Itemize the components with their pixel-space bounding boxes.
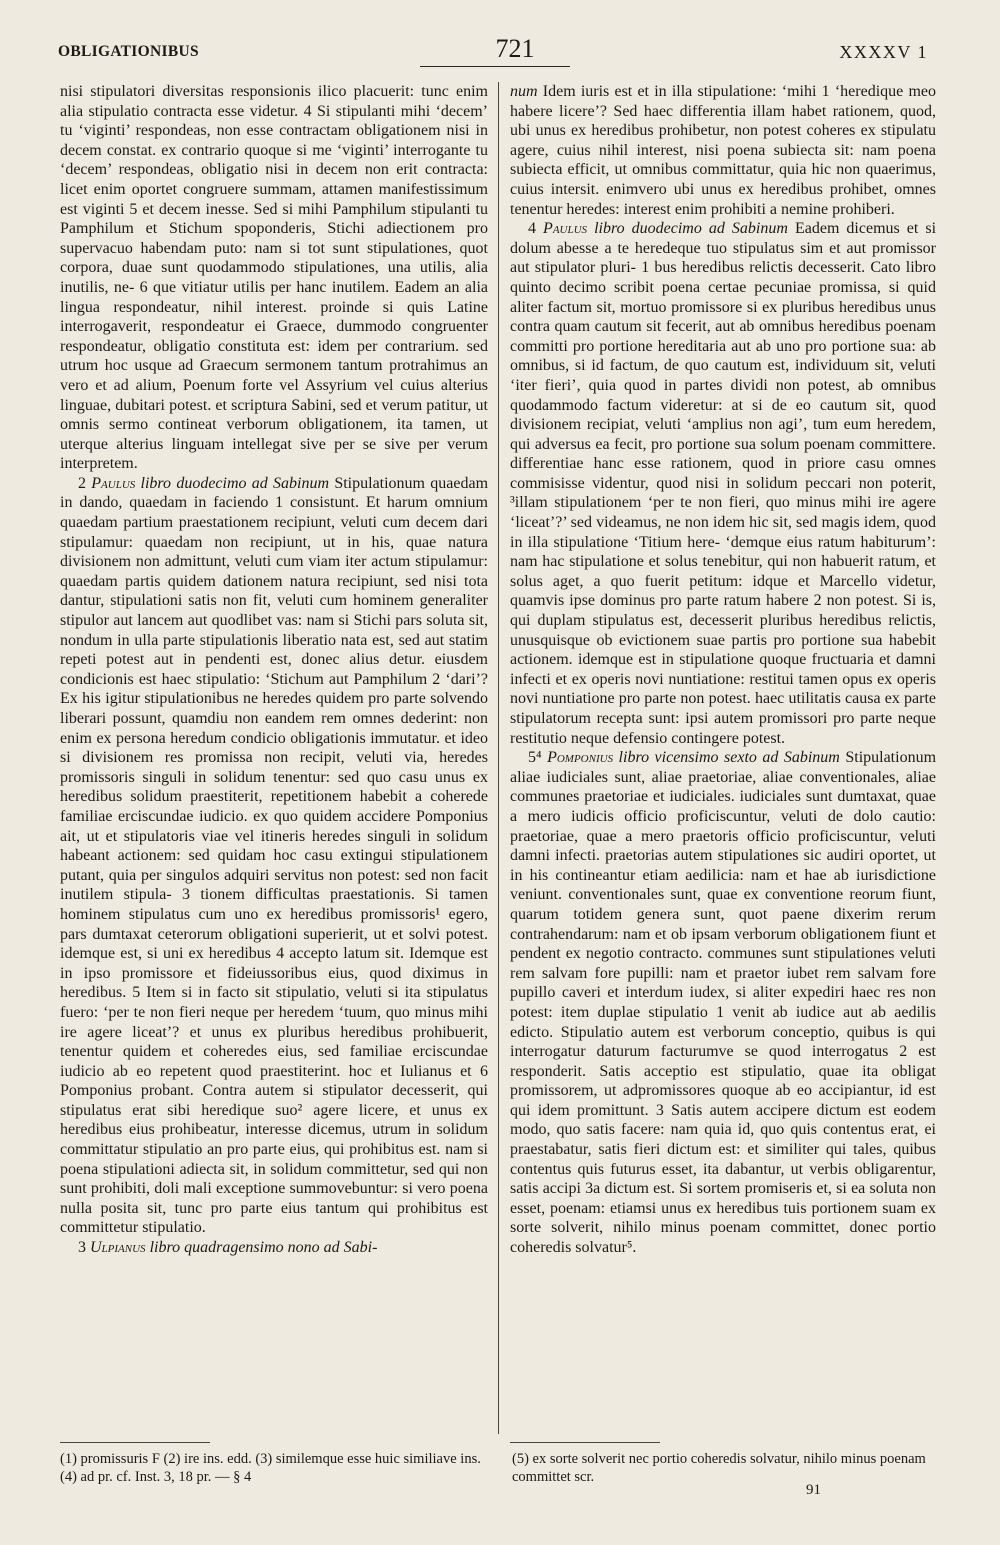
- running-head-title: OBLIGATIONIBUS: [58, 43, 199, 60]
- section-work: libro quadragensimo nono ad Sabi-: [149, 1239, 378, 1257]
- section-work: libro duodecimo ad Sabinum: [140, 474, 330, 492]
- page-number: 721: [495, 34, 535, 63]
- footnote-rule-right: [510, 1442, 660, 1443]
- section-author: Paulus: [91, 474, 136, 492]
- section-author: Paulus: [543, 220, 588, 238]
- right-column: [510, 82, 936, 1258]
- section-text: Stipulationum aliae iudiciales sunt, aliae praetoriae, aliae conventionales, aliae communes praetoriae et iudiciales. iudiciales sunt dumtaxat, quae a mero iudicis officio proficiscuntur, veluti de dolo cautio: praetoriae, quae a mero praetoris officio proficiscuntur, veluti damni infecti. praetorias autem stipulationes sic audiri oportet, ut in his contineantur etiam aedilicia: nam et hae ab iurisdictione veniunt. conventionales sunt, quae ex conventione reorum fiunt, quarum totidem genera sunt, quot paene dixerim rerum contrahendarum: nam et ob ipsam verborum obligationem fiunt et pendent ex negotio contracto. communes sunt stipulationes veluti rem salvam fore pupilli: nam et praetor iubet rem salvam fore pupillo caveri et interdum iudex, si aliter expediri haec res non potest: item duplae stipulatio 1 venit ab iudice aut ab aedilis edicto. Stipulatio autem est verborum conceptio, quibus is qui interrogatur daturum facturumve se quod interrogatus 2 est responderit. Satis acceptio est stipulatio, quae ita obligat promissorem, ut adpromissores quoque ab eo accipiantur, id est qui idem promittunt. 3 Satis autem accipere dictum est eodem modo, quo satis facere: nam quia id, quo quis contentus erat, ei praestabatur, satis fieri dictum est: et similiter qui tales, quibus contentus quis futurus esset, ita dabantur, ut verbis obligarentur, satis accipi 3a dictum est. Si sortem promiseris et, si ea soluta non esset, poenam: etiamsi unus ex heredibus tuis portionem suam ex sorte solverit, nihilo minus poenam committet, donec portio coheredis solvatur⁵.: [510, 749, 937, 1257]
- left-column: [60, 82, 488, 1258]
- paragraph-continued: nisi stipulatori diversitas responsionis ilico placuerit: tunc enim alia stipulatio contracta esse videtur. 4 Si stipulanti mihi ‘decem’ tu ‘viginti’ respondeas, non esse contractam obligationem nisi in decem constat. ex contrario quoque si me ‘viginti’ interrogante tu ‘decem’ respondeas, obligatio nisi in decem non erit contracta: licet enim oportet congruere summam, attamen manifestissimum est viginti 5 et decem inesse. Sed si mihi Pamphilum stipulanti tu Pamphilum et Stichum spoponderis, Stichi adiectionem pro supervacuo habendam puto: nam si tot sunt stipulationes, quot corpora, duae sunt quodammodo stipulationes, una utilis, alia inutilis, ne- 6 que vitiatur utilis per hanc inutilem. Eadem an alia lingua respondeatur, nihil interest. proinde si quis Latine interrogaverit, respondeatur ei Graece, dummodo congruenter respondeatur, obligatio constituta est: idem per contrarium. sed utrum hoc usque ad Graecum sermonem tantum protrahimus an vero et ad alium, Poenum forte vel Assyrium vel cuius alterius linguae, dubitari potest. et scriptura Sabini, sed et verum patitur, ut omnis sermo contineat verborum obligationem, ita tamen, ut uterque alterius linguam intellegat sive per se sive per verum interpretem.: [60, 83, 488, 473]
- signature-mark: 91: [806, 1482, 821, 1498]
- section-5: [510, 748, 936, 1257]
- section-number: 2: [78, 474, 86, 492]
- footnotes-left: (1) promissuris F (2) ire ins. edd. (3) similemque esse huic similiave ins. (4) ad pr. cf. Inst. 3, 18 pr. — § 4: [60, 1451, 481, 1485]
- section-number: 4: [528, 220, 536, 238]
- section-3-heading: [60, 1238, 488, 1258]
- section-2: [60, 474, 488, 1238]
- section-3-continued: [510, 82, 936, 219]
- section-text: Idem iuris est et in illa stipulatione: ‘mihi 1 ‘heredique meo habere licere’? Sed haec differentia illam habet rationem, quod, ubi unus ex heredibus prohibetur, non potest coheres ex stipulatu agere, cuius nihil interest, nisi poena subiecta sit: nam poena subiecta efficit, ut omnibus committatur, quia hic non quaerimus, cuius intersit. enimvero ubi unus ex heredibus prohibet, omnes tenentur heredes: interest enim prohibiti a nemine prohiberi.: [510, 83, 936, 218]
- section-text: Stipulationum quaedam in dando, quaedam in faciendo 1 consistunt. Et harum omnium quaedam partium praestationem recipiunt, veluti cum decem dari stipulamur: quaedam non recipiunt, ut in his, quae natura divisionem non admittunt, veluti cum viam iter actum stipulamur: quaedam partis quidem dationem natura recipiunt, sed nisi tota dantur, stipulationi satis non fit, veluti cum hominem generaliter stipulor aut lancem aut quodlibet vas: nam si Stichi pars soluta sit, nondum in ulla parte stipulationis liberatio nata est, sed aut statim repeti potest aut in pendenti est, donec alius detur. eiusdem condicionis est haec stipulatio: ‘Stichum aut Pamphilum 2 ‘dari’? Ex his igitur stipulationibus ne heredes quidem pro parte solvendo liberari possunt, quamdiu non eandem rem omnes dederint: non enim ex persona heredum condicio obligationis immutatur. et ideo si divisionem res promissa non recipit, veluti via, heredes promissoris singuli in solidum tenentur: sed quo casu unus ex heredibus solidum praestiterit, repetitionem habebit a coherede familiae erciscundae iudicio. ex quo quidem accidere Pomponius ait, ut et stipulatoris viae vel itineris heredes singuli in solidum habeant actionem: sed quidam hoc casu extingui stipulationem putant, quia per singulos adquiri servitus non potest: sed non facit inutilem stipula- 3 tionem difficultas praestationis. Si tamen hominem stipulatus cum uno ex heredibus promissoris¹ egero, pars dumtaxat ceterorum obligationi superierit, ut et solvi potest. idemque est, si uni ex heredibus 4 accepto latum sit. Idemque est in ipso promissore et fideiussoribus eius, quod diximus in heredibus. 5 Item si in facto sit stipulatio, veluti si ita stipulatus fuero: ‘per te non fieri neque per heredem ‘tuum, quo minus mihi ire agere liceat’? et unus ex pluribus heredibus prohibuerit, tenentur quidem et coheredes eius, sed familiae erciscundae iudicio ab eo repetent quod praestiterint. hoc et Iulianus et 6 Pomponius probant. Contra autem si stipulator decesserit, qui stipulatus erat sibi heredique suo² agere licere, et unus ex heredibus eius prohibeatur, interesse dicemus, utrum in solidum committatur stipulatio an pro parte eius, qui prohibitus est. nam si poena stipulationi adiecta sit, in solidum committetur, sed qui non sunt prohibiti, doli mali exceptione summovebuntur: si vero poena nulla posita sit, tunc pro parte eius tantum qui prohibitus est committetur stipulatio.: [60, 474, 489, 1237]
- header-rule: [420, 66, 570, 67]
- section-number: 3: [78, 1239, 86, 1257]
- running-head-reference: XXXXV 1: [839, 42, 928, 62]
- section-text: Eadem dicemus et si dolum abesse a te heredeque tuo stipulatus sim et aut promissor aut stipulator pluri- 1 bus heredibus relictis decesserit. Cato libro quinto decimo scribit poena certae pecuniae promissa, si quid aliter factum sit, mortuo promissore si ex pluribus heredibus unus contra quam cautum sit fecerit, aut ab omnibus heredibus poenam committi pro portione hereditaria aut ab uno pro portione sua: ab omnibus, si id factum, de quo cautum est, individuum sit, veluti ‘iter fieri’, quia quod in partes dividi non potest, ab omnibus quodammodo factum videretur: at si de eo cautum sit, quod divisionem recipiat, veluti ‘amplius non agi’, tum eum heredem, qui adversus ea fecit, pro portione sua solum poenam committere. differentiae hanc esse rationem, quod in priore casu omnes commisisse videntur, quod nisi in solidum peccari non poterit, ³illam stipulationem ‘per te non fieri, quo minus mihi ire agere ‘liceat’?’ sed videamus, ne non idem hic sit, sed magis idem, quod in illa stipulatione ‘Titium here- ‘demque eius ratum habiturum’: nam hac stipulatione et solus tenebitur, qui non habuerit ratum, et solus aget, a quo fuerit petitum: idque et Marcello videtur, quamvis ipse dominus pro parte ratum habere 2 non potest. Si is, qui duplam stipulatus est, decesserit pluribus heredibus relictis, unusquisque ob evictionem suae partis pro portione sua habebit actionem. idemque est in stipulatione quoque fructuaria et damni infecti et ex operis novi nuntiatione: restitui tamen opus ex operis novi nuntiatione pro parte non potest. haec utilitatis causa ex parte stipulatorum recepta sunt: ipsi autem promissori pro parte neque restitutio neque defensio contingere potest.: [510, 220, 937, 747]
- section-work: libro duodecimo ad Sabinum: [594, 220, 788, 238]
- section-author: Pomponius: [547, 749, 614, 767]
- footnote-rule-left: [60, 1442, 210, 1443]
- section-work-continued: num: [510, 83, 538, 100]
- footnotes-right: (5) ex sorte solverit nec portio coheredis solvatur, nihilo minus poenam committet scr.: [512, 1451, 926, 1485]
- section-author: Ulpianus: [90, 1239, 146, 1257]
- section-4: [510, 219, 936, 748]
- column-divider: [498, 82, 499, 1434]
- running-head: [58, 30, 928, 70]
- section-work: libro vicensimo sexto ad Sabinum: [618, 749, 840, 767]
- section-number: 5⁴: [528, 749, 542, 767]
